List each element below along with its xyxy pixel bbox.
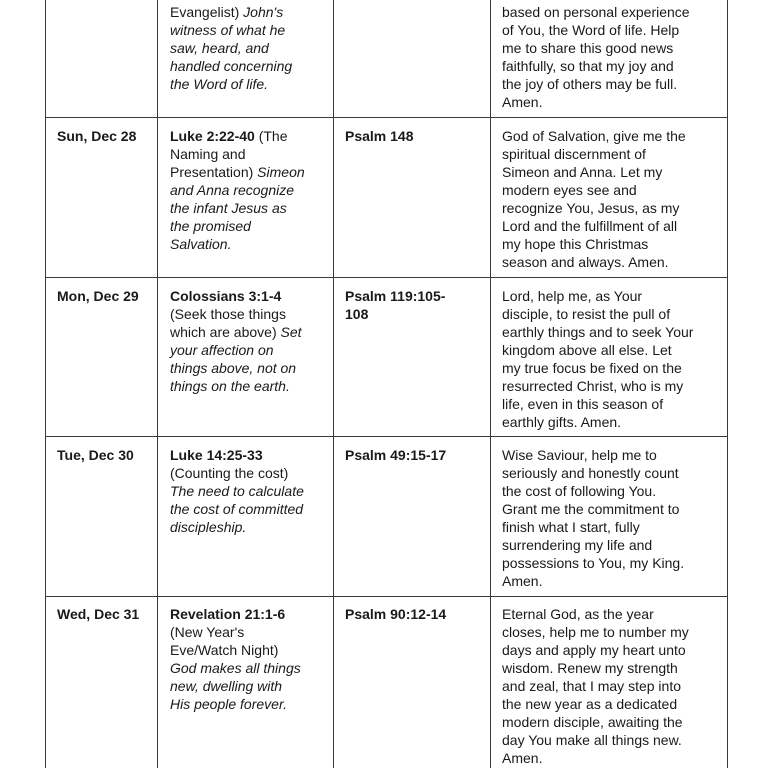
reading-line [170,677,301,695]
reading-line [170,659,301,677]
reading-line [170,500,304,518]
reading-summary: and Anna recognize [170,182,295,198]
reading-line [170,235,305,253]
prayer-line: kingdom above all else. Let [502,342,672,358]
prayer-line: my true focus be fixed on the [502,360,682,376]
prayer-line: me to share this good news [502,40,674,56]
column-rule [333,0,334,768]
day-label [57,127,136,145]
reading-title: (The [254,128,288,144]
reading-line [170,217,305,235]
prayer-line: Amen. [502,94,543,110]
prayer-text [502,446,684,590]
day-text: Sun, Dec 28 [57,128,137,144]
prayer-line: the cost of following You. [502,483,657,499]
reading-summary: the cost of committed [170,501,304,517]
prayer-line: based on personal experience [502,4,690,20]
reading-summary: things above, not on [170,360,297,376]
prayer-line: Eternal God, as the year [502,606,654,622]
reading-line [170,39,292,57]
reading-summary: new, dwelling with [170,678,283,694]
reading-reference: Luke 14:25-33 [170,447,263,463]
prayer-line: Lord, help me, as Your [502,288,643,304]
row-rule [45,117,728,118]
prayer-line: Amen. [502,573,543,589]
reading-line [170,57,292,75]
prayer-text [502,127,686,271]
reading-line [170,181,305,199]
prayer-line: finish what I start, fully [502,519,640,535]
prayer-line: life, even in this season of [502,396,664,412]
reading-summary: witness of what he [170,22,286,38]
reading-summary: Simeon [257,164,305,180]
prayer-line: days and apply my heart unto [502,642,686,658]
prayer-line: possessions to You, my King. [502,555,685,571]
scripture-reading [170,3,292,93]
reading-summary: Salvation. [170,236,232,252]
reading-title: Naming and [170,146,246,162]
reading-summary: God makes all things [170,660,301,676]
prayer-line: of You, the Word of life. Help [502,22,680,38]
day-text: Mon, Dec 29 [57,288,139,304]
reading-summary: the infant Jesus as [170,200,287,216]
prayer-line: closes, help me to number my [502,624,689,640]
prayer-line: God of Salvation, give me the [502,128,686,144]
psalm-reference [345,605,446,623]
day-text: Tue, Dec 30 [57,447,134,463]
day-label [57,605,139,623]
reading-summary: the promised [170,218,251,234]
reading-line [170,623,301,641]
psalm-reference [345,287,445,323]
prayer-line: Lord and the fulfillment of all [502,218,678,234]
prayer-line: earthly gifts. Amen. [502,414,622,430]
row-rule [45,277,728,278]
reading-title: Eve/Watch Night) [170,642,279,658]
reading-line [170,199,305,217]
psalm-line: Psalm 49:15-17 [345,447,447,463]
prayer-line: wisdom. Renew my strength [502,660,678,676]
reading-line [170,446,304,464]
prayer-text [502,605,689,767]
psalm-line: Psalm 148 [345,128,414,144]
prayer-line: recognize You, Jesus, as my [502,200,680,216]
prayer-text [502,287,693,431]
reading-reference: Luke 2:22-40 [170,128,255,144]
reading-line [170,377,302,395]
prayer-line: Simeon and Anna. Let my [502,164,663,180]
day-text: Wed, Dec 31 [57,606,140,622]
reading-summary: John's [243,4,284,20]
reading-summary: your affection on [170,342,274,358]
row-rule [45,596,728,597]
prayer-line: disciple, to resist the pull of [502,306,671,322]
prayer-line: faithfully, so that my joy and [502,58,674,74]
prayer-line: surrendering my life and [502,537,653,553]
psalm-line: Psalm 90:12-14 [345,606,447,622]
reading-reference: Revelation 21:1-6 [170,606,286,622]
reading-line [170,145,305,163]
reading-title: Presentation) [170,164,258,180]
reading-line [170,641,301,659]
prayer-line: spiritual discernment of [502,146,646,162]
reading-title: (Seek those things [170,306,286,322]
prayer-line: seriously and honestly count [502,465,679,481]
scripture-reading [170,287,302,395]
reading-line [170,518,304,536]
reading-line [170,359,302,377]
reading-summary: Set [280,324,302,340]
reading-line [170,482,304,500]
prayer-line: and zeal, that I may step into [502,678,681,694]
reading-line [170,21,292,39]
psalm-reference [345,446,446,464]
reading-line [170,3,292,21]
reading-line [170,464,304,482]
prayer-line: modern disciple, awaiting the [502,714,683,730]
reading-line [170,695,301,713]
prayer-text [502,3,690,111]
day-label [57,287,139,305]
reading-line [170,305,302,323]
reading-line [170,323,302,341]
prayer-line: Wise Saviour, help me to [502,447,657,463]
reading-summary: things on the earth. [170,378,290,394]
psalm-line: Psalm 119:105- [345,288,446,304]
day-label [57,446,134,464]
reading-line [170,287,302,305]
prayer-line: the joy of others may be full. [502,76,678,92]
psalm-reference [345,127,414,145]
reading-summary: His people forever. [170,696,287,712]
prayer-line: Amen. [502,750,543,766]
reading-line [170,75,292,93]
reading-title: Evangelist) [170,4,244,20]
reading-summary: saw, heard, and [170,40,269,56]
reading-title: (New Year's [170,624,245,640]
scripture-reading [170,605,301,713]
reading-line [170,341,302,359]
column-rule [157,0,158,768]
column-rule [727,0,728,768]
reading-summary: handled concerning [170,58,293,74]
reading-summary: the Word of life. [170,76,269,92]
reading-reference: Colossians 3:1-4 [170,288,282,304]
prayer-line: day You make all things new. [502,732,682,748]
reading-line [170,163,305,181]
row-rule [45,436,728,437]
reading-summary: The need to calculate [170,483,304,499]
reading-line [170,605,301,623]
scripture-reading [170,127,305,253]
prayer-line: season and always. Amen. [502,254,669,270]
reading-summary: discipleship. [170,519,247,535]
scripture-reading [170,446,304,536]
prayer-line: earthly things and to seek Your [502,324,694,340]
prayer-line: the new year as a dedicated [502,696,678,712]
reading-line [170,127,305,145]
reading-title: which are above) [170,324,281,340]
column-rule [45,0,46,768]
prayer-line: my hope this Christmas [502,236,649,252]
prayer-line: resurrected Christ, who is my [502,378,684,394]
prayer-line: Grant me the commitment to [502,501,680,517]
reading-title: (Counting the cost) [170,465,289,481]
column-rule [490,0,491,768]
prayer-line: modern eyes see and [502,182,637,198]
psalm-line: 108 [345,306,369,322]
